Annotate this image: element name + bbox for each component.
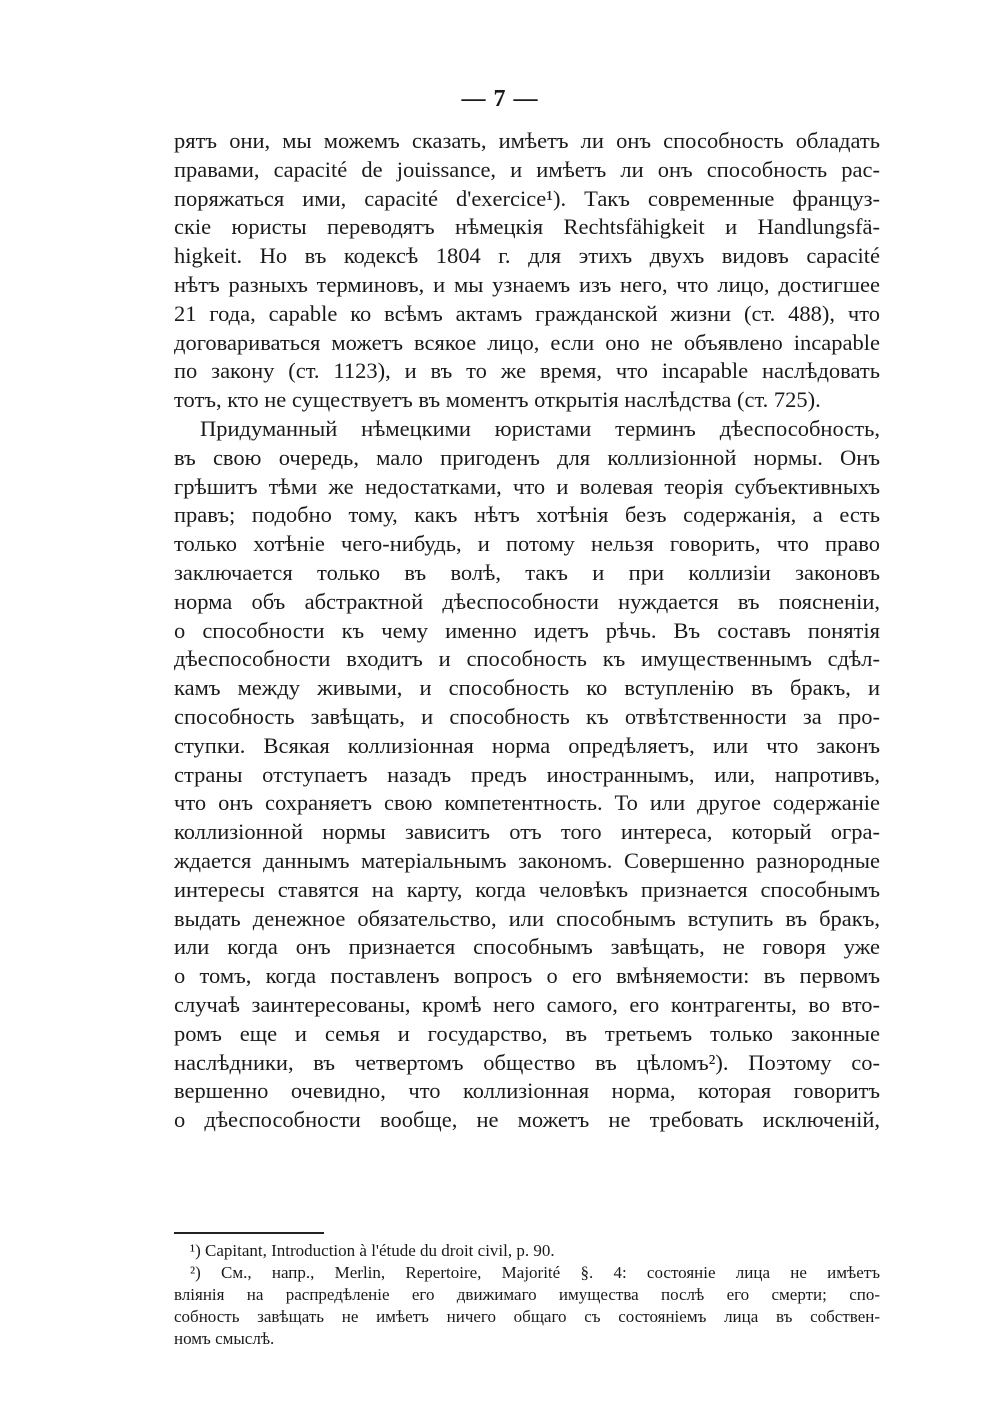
footnote-line: ¹) Capitant, Introduction à l'étude du droit civil, p. 90. bbox=[190, 1241, 555, 1260]
text-line: что онъ сохраняетъ свою компетентность. То или другое содержаніе bbox=[174, 790, 880, 816]
text-line: грѣшитъ тѣми же недостатками, что и волевая теорія субъективныхъ bbox=[174, 473, 880, 499]
text-line: о дѣеспособности вообще, не можетъ не требовать исключеній, bbox=[174, 1107, 880, 1133]
text-line: камъ между живыми, и способность ко вступленію въ бракъ, и bbox=[174, 675, 880, 701]
text-line: правами, capacité de jouissance, и имѣетъ ли онъ способность рас- bbox=[174, 156, 880, 182]
text-line: или когда онъ признается способнымъ завѣщать, не говоря уже bbox=[174, 934, 880, 960]
paragraph-start-line: Придуманный нѣмецкими юристами терминъ дѣеспособность, bbox=[200, 416, 880, 441]
text-line: по закону (ст. 1123), и въ то же время, что incapable наслѣдовать bbox=[174, 358, 880, 384]
text-line: рятъ они, мы можемъ сказать, имѣетъ ли онъ способность обладать bbox=[174, 128, 880, 153]
text-line: въ свою очередь, мало пригоденъ для коллизіонной нормы. Онъ bbox=[174, 444, 880, 470]
text-line: 21 года, capable ко всѣмъ актамъ гражданской жизни (ст. 488), что bbox=[174, 300, 880, 326]
text-line: коллизіонной нормы зависитъ отъ того интереса, который огра- bbox=[174, 819, 880, 845]
text-line: страны отступаетъ назадъ предъ иностраннымъ, или, напротивъ, bbox=[174, 761, 880, 787]
text-line: случаѣ заинтересованы, кромѣ него самого, его контрагенты, во вто- bbox=[174, 992, 880, 1017]
text-line: поряжаться ими, capacité d'exercice¹). Такъ современные француз- bbox=[174, 185, 880, 211]
text-line: ромъ еще и семья и государство, въ третьемъ только законные bbox=[174, 1020, 880, 1046]
page-number: — 7 — bbox=[461, 86, 539, 112]
text-line: договариваться можетъ всякое лицо, если оно не объявлено incapable bbox=[174, 329, 880, 355]
footnote-line: номъ смыслѣ. bbox=[174, 1329, 275, 1348]
text-line: о способности къ чему именно идетъ рѣчь. Въ составъ понятія bbox=[174, 617, 880, 643]
text-line: о томъ, когда поставленъ вопросъ о его вмѣняемости: въ первомъ bbox=[174, 963, 880, 989]
footnote-line: ²) См., напр., Merlin, Repertoire, Majorité §. 4: состояніе лица не имѣетъ bbox=[190, 1263, 880, 1282]
text-line: выдать денежное обязательство, или способнымъ вступить въ бракъ, bbox=[174, 905, 880, 931]
footnote-line: собность завѣщать не имѣетъ ничего общаго съ состояніемъ лица въ собствен- bbox=[174, 1307, 880, 1326]
text-line: тотъ, кто не существуетъ въ моментъ открытія наслѣдства (ст. 725). bbox=[174, 387, 821, 413]
text-line: дѣеспособности входитъ и способность къ имущественнымъ сдѣл- bbox=[174, 646, 880, 672]
text-line: интересы ставятся на карту, когда человѣкъ признается способнымъ bbox=[174, 876, 880, 902]
text-line: скіе юристы переводятъ нѣмецкія Rechtsfähigkeit и Handlungsfä- bbox=[174, 214, 880, 240]
text-line: higkeit. Но въ кодексѣ 1804 г. для этихъ двухъ видовъ capacité bbox=[174, 243, 880, 269]
text-line: ступки. Всякая коллизіонная норма опредѣляетъ, или что законъ bbox=[174, 732, 880, 758]
text-line: только хотѣніе чего-нибудь, и потому нельзя говорить, что право bbox=[174, 531, 880, 557]
text-line: норма объ абстрактной дѣеспособности нуждается въ поясненіи, bbox=[174, 588, 880, 614]
text-line: заключается только въ волѣ, такъ и при коллизіи законовъ bbox=[174, 560, 880, 585]
text-line: ждается даннымъ матеріальнымъ закономъ. Совершенно разнородные bbox=[174, 848, 880, 873]
text-line: правъ; подобно тому, какъ нѣтъ хотѣнія безъ содержанія, а есть bbox=[174, 502, 880, 528]
text-line: вершенно очевидно, что коллизіонная норма, которая говоритъ bbox=[174, 1078, 880, 1104]
text-line: способность завѣщать, и способность къ отвѣтственности за про- bbox=[174, 704, 880, 729]
footnote-divider bbox=[174, 1232, 324, 1234]
footnote-line: вліянія на распредѣленіе его движимаго имущества послѣ его смерти; спо- bbox=[174, 1285, 880, 1304]
text-line: нѣтъ разныхъ терминовъ, и мы узнаемъ изъ него, что лицо, достигшее bbox=[174, 272, 880, 297]
text-line: наслѣдники, въ четвертомъ общество въ цѣломъ²). Поэтому со- bbox=[174, 1049, 880, 1075]
